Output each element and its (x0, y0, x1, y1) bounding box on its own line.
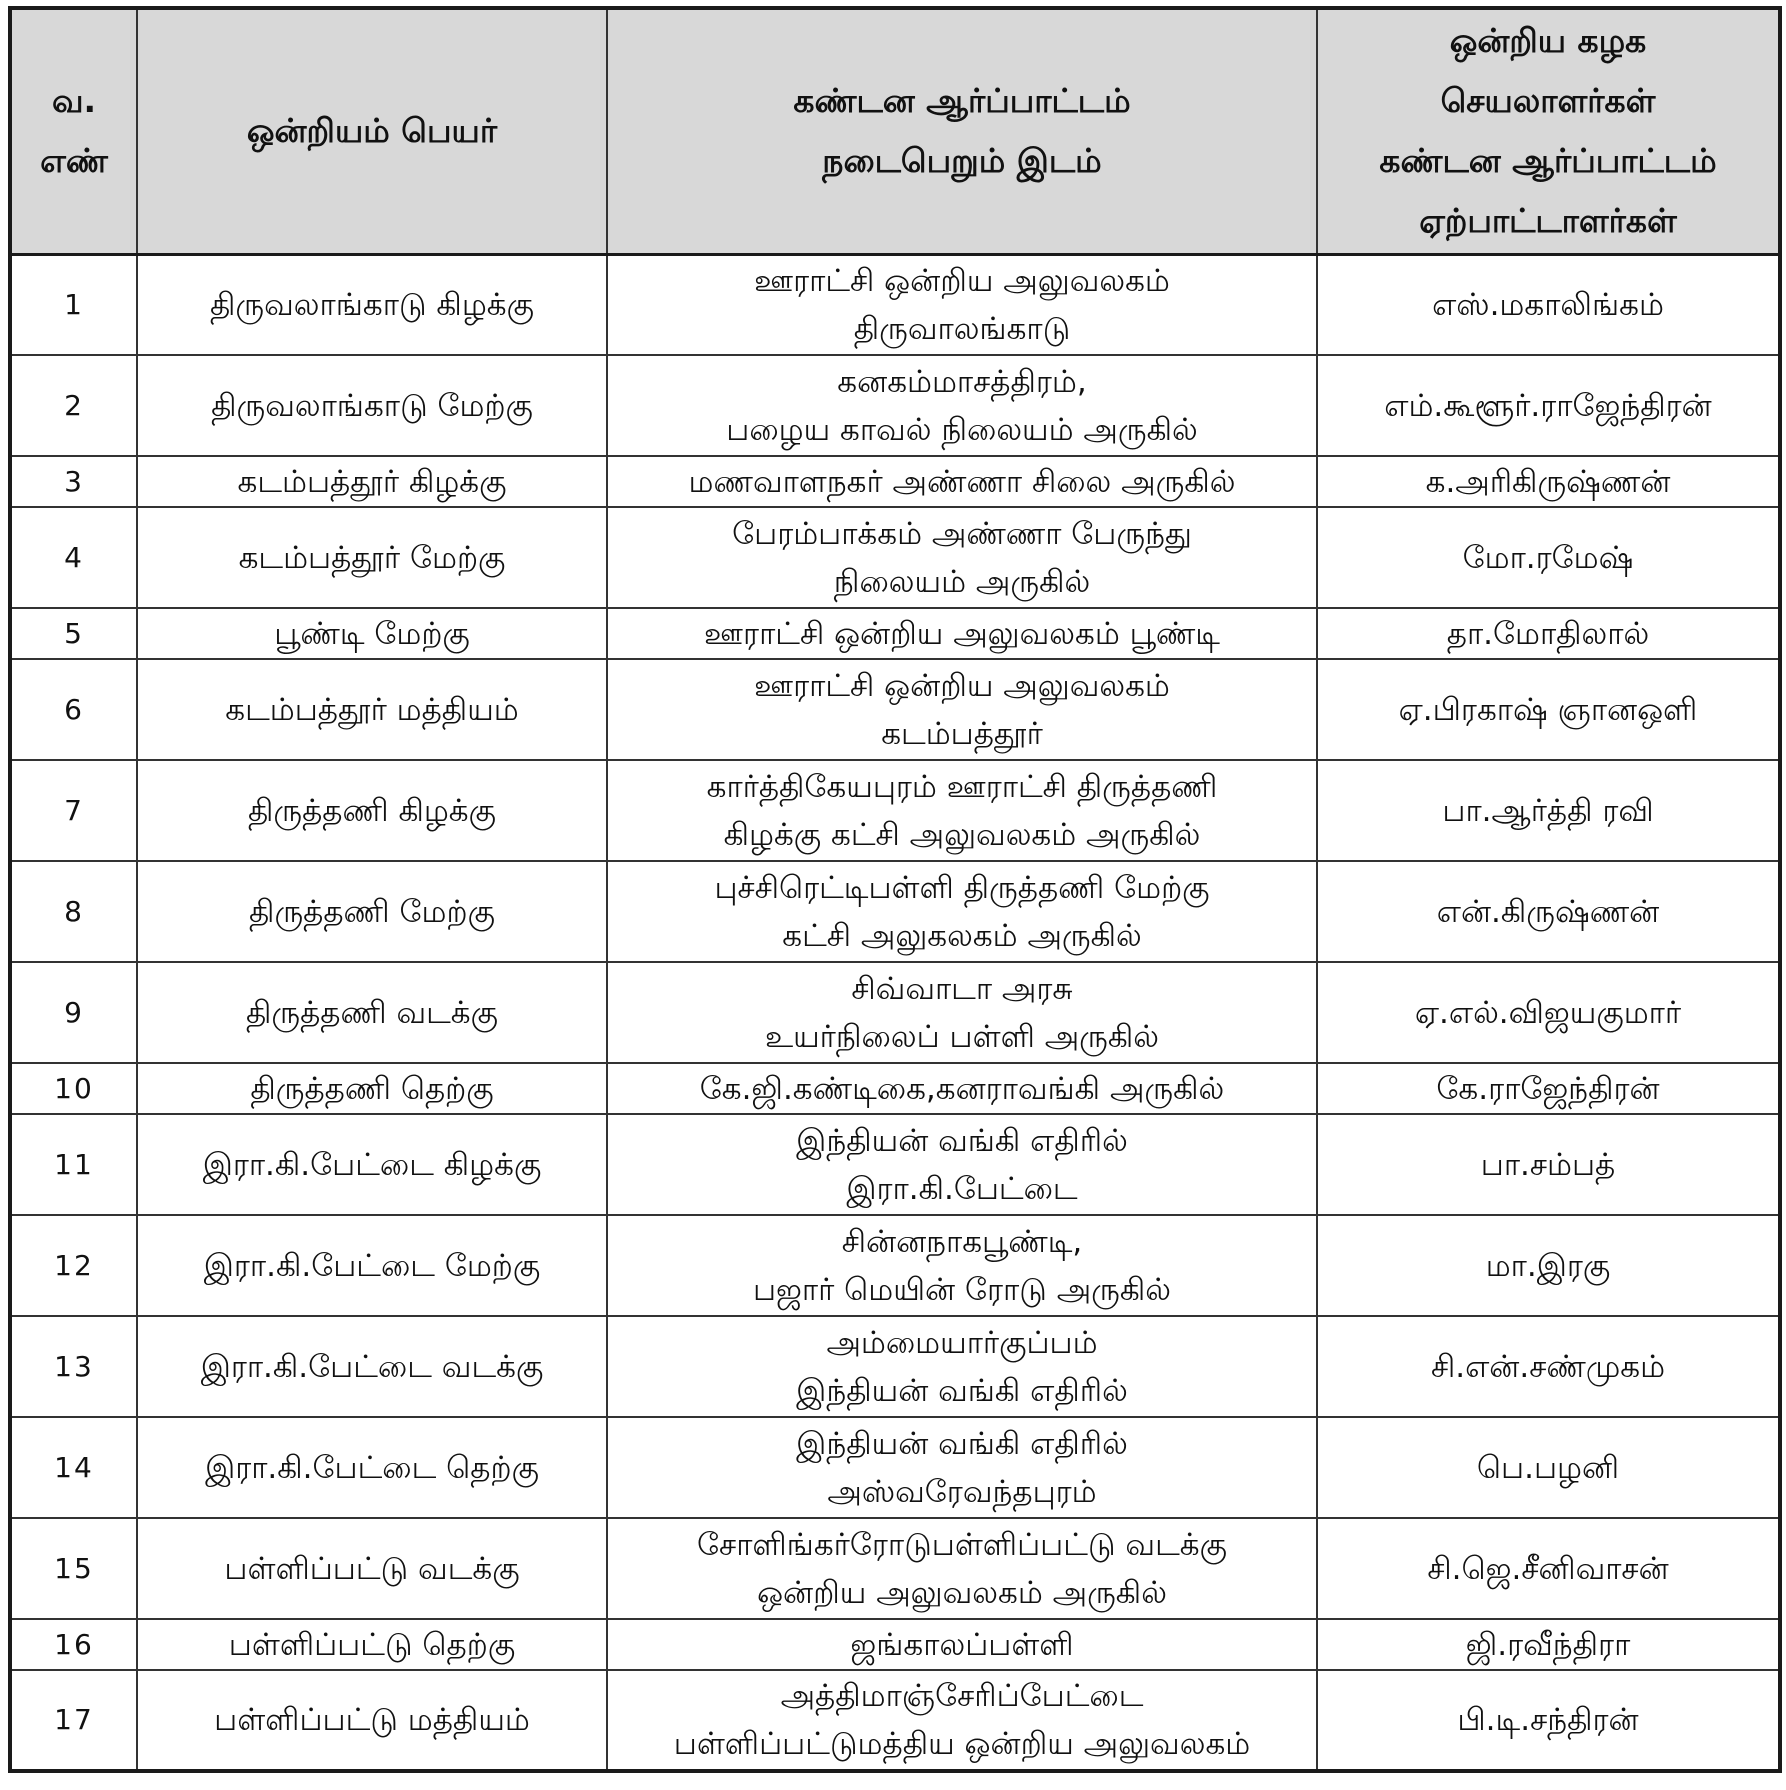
venue-line: திருவாலங்காடு (853, 310, 1071, 347)
venue-line: மணவாளநகர் அண்ணா சிலை அருகில் (688, 463, 1236, 500)
venue-line: ஊராட்சி ஒன்றிய அலுவலகம் பூண்டி (704, 615, 1220, 652)
organizer-cell: கே.ராஜேந்திரன் (1317, 1063, 1780, 1114)
venue-cell (607, 1215, 1317, 1316)
serial-number-cell: 11 (10, 1114, 137, 1215)
venue-line: கே.ஜி.கண்டிகை,கனராவங்கி அருகில் (699, 1070, 1225, 1107)
table-row (10, 608, 1780, 659)
table-row (10, 659, 1780, 760)
venue-cell (607, 355, 1317, 456)
header-line: கண்டன ஆர்ப்பாட்டம் (1379, 141, 1717, 181)
header-line: ஒன்றிய கழக (1449, 21, 1647, 61)
venue-cell (607, 1417, 1317, 1518)
organizer-cell: க.அரிகிருஷ்ணன் (1317, 456, 1780, 507)
table-row (10, 1063, 1780, 1114)
venue-line: பள்ளிப்பட்டுமத்திய ஒன்றிய அலுவலகம் (673, 1726, 1251, 1762)
header-line: ஏற்பாட்டாளர்கள் (1419, 201, 1677, 241)
serial-number-cell: 2 (10, 355, 137, 456)
venue-line: கடம்பத்தூர் (881, 715, 1043, 752)
union-name-cell: திருவலாங்காடு கிழக்கு (137, 254, 607, 355)
organizer-cell: பா.சம்பத் (1317, 1114, 1780, 1215)
venue-line: பஜார் மெயின் ரோடு அருகில் (752, 1271, 1172, 1308)
venue-line: சிவ்வாடா அரசு (851, 970, 1073, 1007)
header-line: செயலாளர்கள் (1440, 81, 1656, 121)
venue-line: கனகம்மாசத்திரம், (837, 363, 1087, 400)
organizer-cell: ஏ.எல்.விஜயகுமார் (1317, 962, 1780, 1063)
serial-number-cell: 9 (10, 962, 137, 1063)
organizer-cell: மோ.ரமேஷ் (1317, 507, 1780, 608)
header-line: வ. (51, 81, 97, 121)
table-row (10, 1670, 1780, 1771)
header-row (10, 8, 1780, 254)
header-union-name (137, 8, 607, 254)
table-row (10, 1417, 1780, 1518)
venue-line: ஜங்காலப்பள்ளி (850, 1626, 1074, 1663)
organizer-cell: ஜி.ரவீந்திரா (1317, 1619, 1780, 1670)
organizer-cell: தா.மோதிலால் (1317, 608, 1780, 659)
union-name-cell: திருத்தணி வடக்கு (137, 962, 607, 1063)
serial-number-cell: 17 (10, 1670, 137, 1771)
table-row (10, 1619, 1780, 1670)
serial-number-cell: 13 (10, 1316, 137, 1417)
venue-line: இரா.கி.பேட்டை (846, 1170, 1078, 1207)
venue-line: ஊராட்சி ஒன்றிய அலுவலகம் (754, 667, 1170, 704)
venue-cell (607, 1619, 1317, 1670)
serial-number-cell: 5 (10, 608, 137, 659)
header-serial-number (10, 8, 137, 254)
table-row (10, 254, 1780, 355)
venue-line: கார்த்திகேயபுரம் ஊராட்சி திருத்தணி (706, 768, 1218, 805)
venue-cell (607, 1063, 1317, 1114)
union-name-cell: கடம்பத்தூர் மேற்கு (137, 507, 607, 608)
union-name-cell: இரா.கி.பேட்டை கிழக்கு (137, 1114, 607, 1215)
venue-line: சோளிங்கர்ரோடுபள்ளிப்பட்டு வடக்கு (697, 1526, 1227, 1563)
venue-cell (607, 608, 1317, 659)
venue-cell (607, 507, 1317, 608)
venue-cell (607, 456, 1317, 507)
table-row (10, 962, 1780, 1063)
organizer-cell: ஏ.பிரகாஷ் ஞானஒளி (1317, 659, 1780, 760)
venue-cell (607, 1518, 1317, 1619)
organizer-cell: எஸ்.மகாலிங்கம் (1317, 254, 1780, 355)
organizer-cell: பா.ஆர்த்தி ரவி (1317, 760, 1780, 861)
venue-line: நிலையம் அருகில் (833, 563, 1091, 600)
serial-number-cell: 12 (10, 1215, 137, 1316)
organizer-cell: பி.டி.சந்திரன் (1317, 1670, 1780, 1771)
organizer-cell: எம்.கூளூர்.ராஜேந்திரன் (1317, 355, 1780, 456)
venue-line: பழைய காவல் நிலையம் அருகில் (726, 411, 1198, 448)
venue-line: புச்சிரெட்டிபள்ளி திருத்தணி மேற்கு (714, 869, 1210, 906)
venue-line: இந்தியன் வங்கி எதிரில் (796, 1122, 1128, 1159)
venue-line: சின்னநாகபூண்டி, (841, 1223, 1083, 1260)
venue-line: கட்சி அலுகலகம் அருகில் (782, 917, 1142, 954)
header-line: கண்டன ஆர்ப்பாட்டம் (793, 81, 1131, 121)
venue-cell (607, 659, 1317, 760)
union-name-cell: இரா.கி.பேட்டை தெற்கு (137, 1417, 607, 1518)
header-venue (607, 8, 1317, 254)
venue-cell (607, 1670, 1317, 1771)
venue-line: பேரம்பாக்கம் அண்ணா பேருந்து (732, 515, 1192, 552)
serial-number-cell: 3 (10, 456, 137, 507)
serial-number-cell: 1 (10, 254, 137, 355)
organizer-cell: சி.ஜெ.சீனிவாசன் (1317, 1518, 1780, 1619)
union-name-cell: திருத்தணி தெற்கு (137, 1063, 607, 1114)
venue-cell (607, 254, 1317, 355)
venue-line: இந்தியன் வங்கி எதிரில் (796, 1372, 1128, 1409)
table-row (10, 760, 1780, 861)
union-name-cell: பள்ளிப்பட்டு மத்தியம் (137, 1670, 607, 1771)
table-row (10, 1215, 1780, 1316)
venue-cell (607, 962, 1317, 1063)
union-name-cell: பள்ளிப்பட்டு வடக்கு (137, 1518, 607, 1619)
serial-number-cell: 16 (10, 1619, 137, 1670)
venue-cell (607, 1316, 1317, 1417)
venue-line: அம்மையார்குப்பம் (826, 1324, 1098, 1361)
union-name-cell: கடம்பத்தூர் கிழக்கு (137, 456, 607, 507)
venue-cell (607, 861, 1317, 962)
table-row (10, 355, 1780, 456)
table-row (10, 507, 1780, 608)
union-name-cell: பள்ளிப்பட்டு தெற்கு (137, 1619, 607, 1670)
venue-line: இந்தியன் வங்கி எதிரில் (796, 1425, 1128, 1462)
venue-line: அஸ்வரேவந்தபுரம் (827, 1473, 1097, 1510)
header-line: எண் (40, 141, 108, 181)
union-name-cell: பூண்டி மேற்கு (137, 608, 607, 659)
organizer-cell: பெ.பழனி (1317, 1417, 1780, 1518)
venue-cell (607, 760, 1317, 861)
venue-line: உயர்நிலைப் பள்ளி அருகில் (764, 1018, 1160, 1055)
union-name-cell: திருத்தணி மேற்கு (137, 861, 607, 962)
table-row (10, 456, 1780, 507)
organizer-cell: என்.கிருஷ்ணன் (1317, 861, 1780, 962)
organizer-cell: மா.இரகு (1317, 1215, 1780, 1316)
table-row (10, 1316, 1780, 1417)
table-row (10, 1114, 1780, 1215)
union-name-cell: திருத்தணி கிழக்கு (137, 760, 607, 861)
header-line: நடைபெறும் இடம் (822, 141, 1102, 181)
header-organizers (1317, 8, 1780, 254)
organizer-cell: சி.என்.சண்முகம் (1317, 1316, 1780, 1417)
union-name-cell: கடம்பத்தூர் மத்தியம் (137, 659, 607, 760)
table-row (10, 861, 1780, 962)
venue-line: ஒன்றிய அலுவலகம் அருகில் (757, 1574, 1167, 1611)
serial-number-cell: 6 (10, 659, 137, 760)
union-name-cell: இரா.கி.பேட்டை வடக்கு (137, 1316, 607, 1417)
serial-number-cell: 7 (10, 760, 137, 861)
union-name-cell: இரா.கி.பேட்டை மேற்கு (137, 1215, 607, 1316)
header-line: ஒன்றியம் பெயர் (246, 111, 498, 151)
venue-cell (607, 1114, 1317, 1215)
serial-number-cell: 14 (10, 1417, 137, 1518)
union-name-cell: திருவலாங்காடு மேற்கு (137, 355, 607, 456)
protest-venues-table (8, 6, 1782, 1773)
serial-number-cell: 10 (10, 1063, 137, 1114)
venue-line: அத்திமாஞ்சேரிப்பேட்டை (780, 1678, 1144, 1714)
serial-number-cell: 4 (10, 507, 137, 608)
table-body (10, 254, 1780, 1771)
serial-number-cell: 8 (10, 861, 137, 962)
venue-line: ஊராட்சி ஒன்றிய அலுவலகம் (754, 262, 1170, 299)
table-row (10, 1518, 1780, 1619)
venue-line: கிழக்கு கட்சி அலுவலகம் அருகில் (723, 816, 1201, 853)
serial-number-cell: 15 (10, 1518, 137, 1619)
